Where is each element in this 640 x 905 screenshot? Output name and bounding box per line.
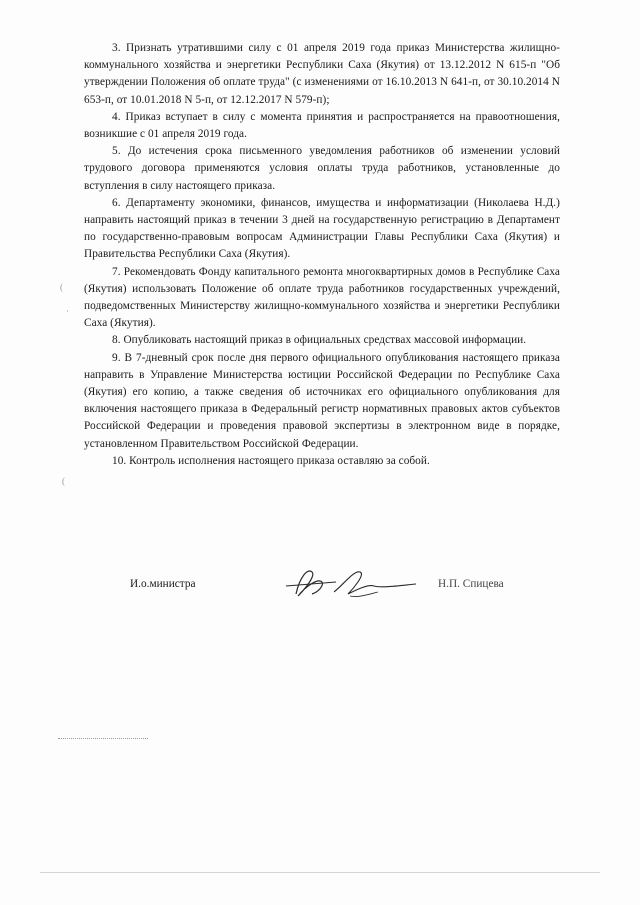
margin-scan-mark: ( [62,476,65,486]
paragraph-3: 3. Признать утратившими силу с 01 апреля 2019 года приказ Министерства жилищно-коммунального хозяйства и энергетики Республики Саха (Якутия) от 13.12.2012 N 615-п "Об утверждении Положения об оплате труда" (с изменениями от 16.10.2013 N 641-п, от 30.10.2014 N 653-п, от 10.01.2018 N 5-п, от 12.12.2017 N 579-п); [84,42,560,106]
document-body [84,40,560,470]
footer-dotted-line [58,738,148,739]
paragraph-10: 10. Контроль исполнения настоящего приказа оставляю за собой. [112,454,430,467]
page-bottom-rule [40,872,600,873]
paragraph-8: 8. Опубликовать настоящий приказ в официальных средствах массовой информации. [112,334,527,347]
margin-scan-mark: · [66,306,69,316]
paragraph-4: 4. Приказ вступает в силу с момента принятия и распространяется на правоотношения, возникшие с 01 апреля 2019 года. [84,110,560,141]
paragraph-7: 7. Рекомендовать Фонду капитального ремонта многоквартирных домов в Республике Саха (Якутия) использовать Положение об оплате труда работников государственных учреждений, подведомственных Министерству жилищно-коммунального хозяйства и энергетики Республики Саха (Якутия). [84,265,560,330]
signature-block [130,564,550,604]
signatory-title: И.о.министра [130,578,196,590]
paragraph-6: 6. Департаменту экономики, финансов, имущества и информатизации (Николаева Н.Д.) направить настоящий приказ в течении 3 дней на государственную регистрацию в Департамент по государственно-правовым вопросам Администрации Главы Республики Саха (Якутия) и Правительства Республики Саха (Якутия). [84,196,560,261]
paragraph-5: 5. До истечения срока письменного уведомления работников об изменении условий трудового договора применяются условия оплаты труда работников, установленные до вступления в силу настоящего приказа. [84,145,560,192]
margin-scan-mark: ( [60,282,63,292]
handwritten-signature [278,564,423,604]
paragraph-9: 9. В 7-дневный срок после дня первого официального опубликования настоящего приказа направить в Управление Министерства юстиции Российской Федерации по Республике Саха (Якутия) его копию, а также сведения об источниках его официального опубликования для включения настоящего приказа в Федеральный регистр нормативных правовых актов субъектов Российской Федерации и проведения правовой экспертизы в электронном виде в порядке, установленном Правительством Российской Федерации. [84,351,560,450]
signatory-name: Н.П. Спицева [438,578,504,590]
